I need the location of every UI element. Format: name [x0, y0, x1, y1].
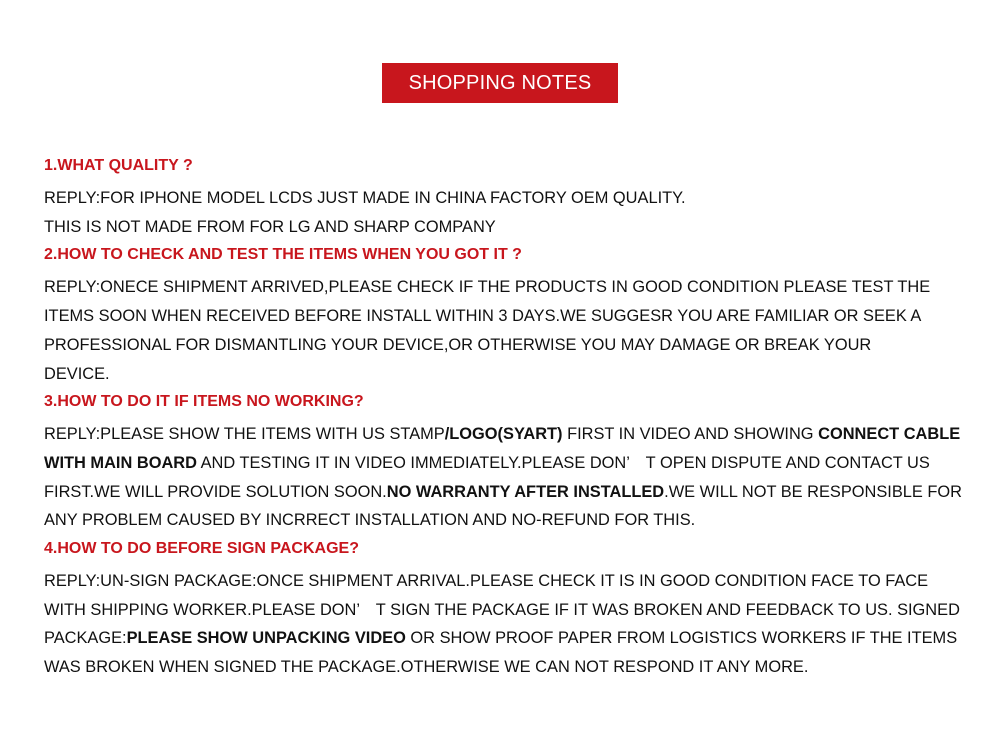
section-2-heading: 2.HOW TO CHECK AND TEST THE ITEMS WHEN YOU GOT IT ?	[44, 246, 522, 264]
section-3-text-2: FIRST IN VIDEO AND SHOWING	[562, 425, 819, 444]
banner-title: SHOPPING NOTES	[408, 71, 592, 94]
section-2-line-1: REPLY:ONECE SHIPMENT ARRIVED,PLEASE CHECK IF THE PRODUCTS IN GOOD CONDITION PLEASE TEST THE	[44, 278, 931, 297]
section-4-body	[44, 567, 969, 682]
section-4-heading: 4.HOW TO DO BEFORE SIGN PACKAGE?	[44, 540, 359, 558]
section-1-heading: 1.WHAT QUALITY ?	[44, 157, 193, 174]
section-4-text-1: REPLY:UN-SIGN PACKAGE:ONCE SHIPMENT ARRIVAL.PLEASE CHECK IT IS IN GOOD CONDITION FACE TO FACE WITH SHIPPING WORKER.PLEASE DON’ T SIGN THE PACKAGE IF IT WAS BROKEN AND FEEDBACK TO US. SIGNED PACKAGE:	[44, 572, 960, 648]
notes-content	[44, 154, 969, 684]
shopping-notes-banner	[382, 63, 618, 103]
section-1-line-1: REPLY:FOR IPHONE MODEL LCDS JUST MADE IN CHINA FACTORY OEM QUALITY.	[44, 189, 686, 207]
section-2-body	[44, 273, 969, 388]
section-3-heading: 3.HOW TO DO IT IF ITEMS NO WORKING?	[44, 393, 364, 411]
section-2-line-3: PROFESSIONAL FOR DISMANTLING YOUR DEVICE,OR OTHERWISE YOU MAY DAMAGE OR BREAK YOUR	[44, 335, 872, 354]
section-1-body	[44, 184, 969, 241]
section-1-line-2: THIS IS NOT MADE FROM FOR LG AND SHARP COMPANY	[44, 217, 496, 236]
section-2-line-4: DEVICE.	[44, 364, 110, 383]
section-3-bold-no-warranty: NO WARRANTY AFTER INSTALLED	[386, 482, 665, 501]
section-3-bold-connect-cable: CONNECT CABLE WITH MAIN BOARD	[44, 425, 961, 472]
section-3-text-3: AND TESTING IT IN VIDEO IMMEDIATELY.PLEASE DON’ T OPEN DISPUTE AND CONTACT US FIRST.WE WILL PROVIDE SOLUTION SOON.	[44, 453, 930, 501]
section-4-text-2: OR SHOW PROOF PAPER FROM LOGISTICS WORKERS IF THE ITEMS WAS BROKEN WHEN SIGNED THE PACKAGE.OTHERWISE WE CAN NOT RESPOND IT ANY MORE.	[44, 629, 958, 677]
section-3-bold-logo: /LOGO(SYART)	[444, 425, 563, 444]
section-3-text-1: REPLY:PLEASE SHOW THE ITEMS WITH US STAMP	[44, 425, 445, 444]
section-2-line-2: ITEMS SOON WHEN RECEIVED BEFORE INSTALL WITHIN 3 DAYS.WE SUGGESR YOU ARE FAMILIAR OR SEEK A	[44, 307, 922, 326]
section-4-bold-unpacking-video: PLEASE SHOW UNPACKING VIDEO	[126, 629, 406, 648]
section-3-body	[44, 420, 969, 535]
section-3-text-4: .WE WILL NOT BE RESPONSIBLE FOR ANY PROBLEM CAUSED BY INCRRECT INSTALLATION AND NO-REFUND FOR THIS.	[44, 482, 962, 530]
